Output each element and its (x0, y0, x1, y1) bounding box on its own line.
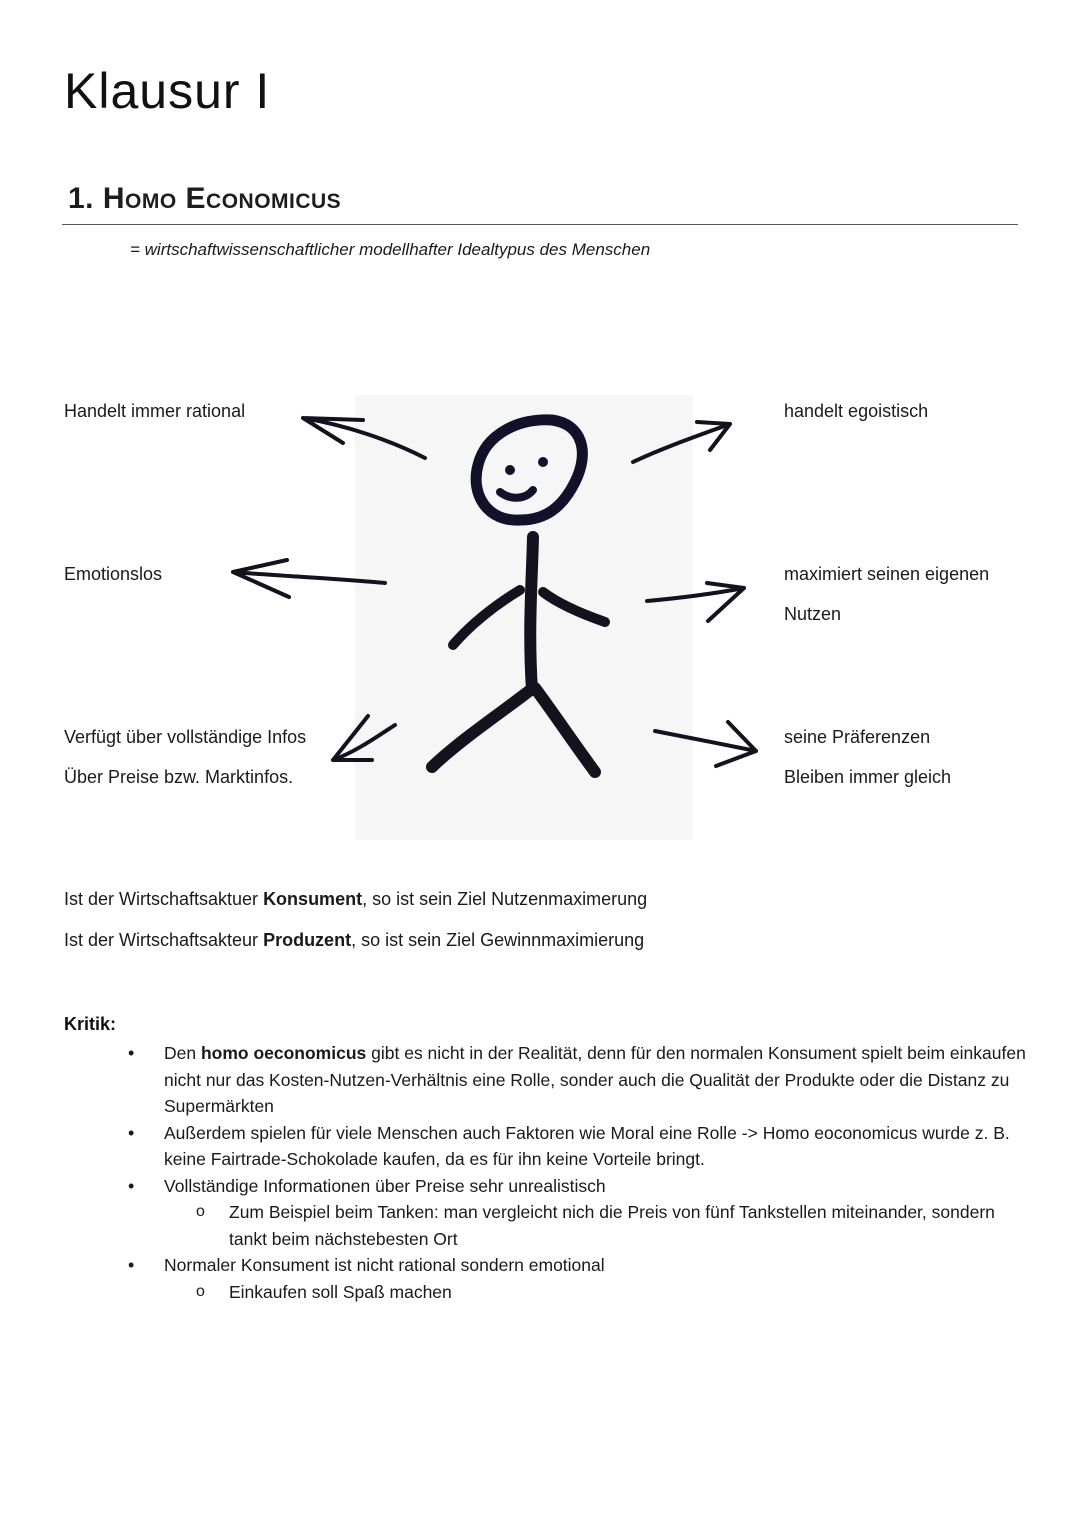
critique-item-3-sub-1-text: Zum Beispiel beim Tanken: man vergleicht nich die Preis von fünf Tankstellen miteinander, sondern tankt beim nächstebesten Ort (229, 1202, 995, 1249)
trait-right-3-line-1: seine Präferenzen (784, 727, 931, 747)
trait-right-2-line-2: Nutzen (784, 604, 842, 624)
arrow-to-praeferenzen (655, 722, 756, 766)
goal-producer-prefix: Ist der Wirtschaftsakteur (64, 930, 264, 950)
sub-bullet-icon: o (196, 1282, 205, 1300)
trait-right-3-line-2: Bleiben immer gleich (784, 767, 952, 787)
trait-left-2-line-1: Emotionslos (64, 564, 163, 584)
trait-left-3-line-1: Verfügt über vollständige Infos (64, 727, 307, 747)
critique-item-1-bold: homo oeconomicus (200, 1043, 367, 1063)
trait-left-3-line-2: Über Preise bzw. Marktinfos. (64, 767, 294, 787)
stick-figure-left-leg (432, 688, 533, 767)
arrow-to-egoistisch (633, 422, 730, 462)
arrow-to-nutzen (647, 583, 744, 621)
arrow-to-emotionslos (233, 560, 385, 597)
goal-consumer-suffix: , so ist sein Ziel Nutzenmaximerung (362, 889, 648, 909)
critique-item-1 (128, 1040, 1028, 1120)
stick-figure-right-arm (543, 592, 605, 622)
arrow-to-vollstaendige-infos (333, 716, 395, 760)
definition-text: = wirtschaftwissenschaftlicher modellhafter Idealtypus des Menschen (130, 240, 651, 259)
bullet-icon: • (128, 1043, 135, 1063)
critique-item-2-text: Außerdem spielen für viele Menschen auch Faktoren wie Moral eine Rolle -> Homo eoconomicus wurde z. B. keine Fairtrade-Schokolade kaufen, da es für ihn keine Vorteile bringt. (164, 1122, 1010, 1169)
goal-producer-suffix: , so ist sein Ziel Gewinnmaximierung (351, 930, 645, 950)
critique-item-2 (128, 1120, 1028, 1173)
bullet-icon: • (128, 1175, 135, 1196)
stick-figure-right-eye (538, 457, 548, 467)
stick-figure-head (476, 420, 582, 520)
trait-right-1-line-1: handelt egoistisch (784, 401, 929, 421)
sub-bullet-icon: o (196, 1203, 205, 1220)
goal-consumer (64, 889, 647, 910)
critique-item-4-text: Normaler Konsument ist nicht rational sondern emotional (164, 1255, 605, 1275)
goal-producer (64, 930, 644, 951)
goal-consumer-bold: Konsument (263, 889, 363, 909)
stick-figure-left-eye (505, 465, 515, 475)
critique-item-4-sub-1-text: Einkaufen soll Spaß machen (229, 1281, 452, 1302)
page-title: Klausur I (64, 63, 271, 119)
critique-item-4 (128, 1252, 1028, 1279)
bullet-icon: • (128, 1122, 135, 1143)
critique-item-3 (128, 1173, 1028, 1200)
stick-figure-smile (500, 490, 533, 498)
arrow-to-handelt-rational (303, 418, 425, 458)
stick-figure-left-arm (453, 590, 520, 645)
critique-heading: Kritik: (64, 1014, 117, 1034)
goal-consumer-prefix: Ist der Wirtschaftsaktuer (64, 889, 264, 909)
bullet-icon: • (128, 1255, 135, 1275)
critique-item-1-prefix: Den (164, 1043, 201, 1063)
stick-figure-right-leg (535, 688, 595, 772)
trait-right-2-line-1: maximiert seinen eigenen (784, 564, 990, 584)
trait-left-1-line-1: Handelt immer rational (64, 401, 246, 421)
critique-list (128, 1040, 1028, 1305)
goal-producer-bold: Produzent (263, 930, 352, 950)
critique-item-4-sub-1 (128, 1279, 1028, 1306)
critique-item-3-text: Vollständige Informationen über Preise sehr unrealistisch (164, 1175, 606, 1196)
stick-figure-body (530, 537, 533, 690)
critique-item-3-sub-1 (128, 1199, 1028, 1252)
section-heading: 1. Homo Economicus (68, 182, 342, 215)
critique-item-1-text: gibt es nicht in der Realität, denn für den normalen Konsument spielt beim einkaufen nicht nur das Kosten-Nutzen-Verhältnis eine Rolle, sonder auch die Qualität der Produkte oder die Distanz zu Supermärkten (164, 1043, 1026, 1116)
